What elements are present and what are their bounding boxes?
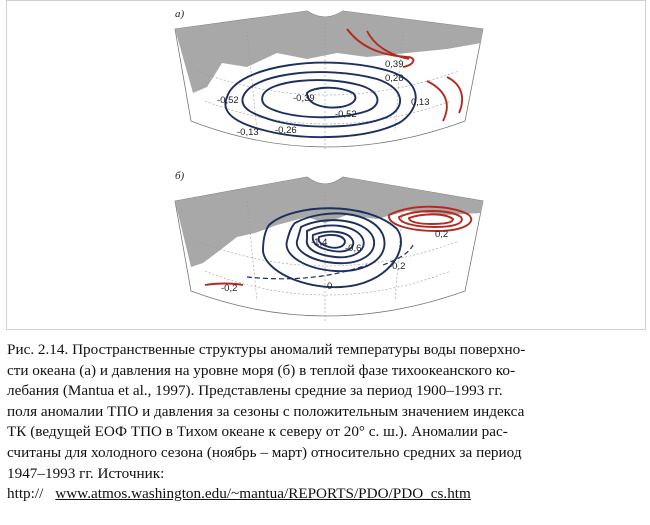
contour-label: 0 <box>327 281 333 292</box>
caption-line: ТК (ведущей ЕОФ ТПО в Тихом океане к северу от 20° с. ш.). Аномалии рас- <box>7 423 508 441</box>
panel-b-label: б) <box>175 170 185 182</box>
caption-line: лебания (Mantua et al., 1997). Представлены средние за период 1900–1993 гг. <box>7 382 503 400</box>
contour-label: -0,13 <box>237 127 259 138</box>
caption-line: 1947–1993 гг. Источник: <box>7 464 165 482</box>
figure-caption <box>7 340 649 505</box>
map-figure <box>7 1 647 331</box>
contour-label: -0,2 <box>221 283 238 294</box>
source-prefix: http:// <box>7 485 44 503</box>
map-panel-b <box>175 170 483 323</box>
caption-line: сти океана (а) и давления на уровне моря (б) в теплой фазе тихоокеанского ко- <box>7 361 516 379</box>
contour-label: -0,52 <box>217 95 239 106</box>
contour-label: 0,26 <box>385 73 404 84</box>
caption-source-line <box>7 484 649 505</box>
contour-label: -0,39 <box>293 93 315 104</box>
contour-label: -1,4 <box>311 237 328 248</box>
contour-label: 0,13 <box>411 97 430 108</box>
caption-line: Рис. 2.14. Пространственные структуры аномалий температуры воды поверхно- <box>7 341 526 358</box>
map-panel-a <box>175 8 483 151</box>
contour-label: -0,52 <box>335 109 357 120</box>
panel-a-label: а) <box>175 8 185 20</box>
caption-line: считаны для холодного сезона (ноябрь – март) относительно средних за период <box>7 443 522 461</box>
figure-panel <box>6 0 646 330</box>
caption-line: поля аномалии ТПО и давления за сезоны с положительным значением индекса <box>7 402 525 420</box>
contour-label: 0,2 <box>435 229 449 240</box>
contour-label: -0,2 <box>389 261 406 272</box>
contour-label: -0,6 <box>345 243 362 254</box>
source-link[interactable]: www.atmos.washington.edu/~mantua/REPORTS/PDO/PDO_cs.htm <box>55 485 471 503</box>
contour-label: -0,26 <box>275 125 297 136</box>
contour-label: 0,39 <box>385 59 404 70</box>
